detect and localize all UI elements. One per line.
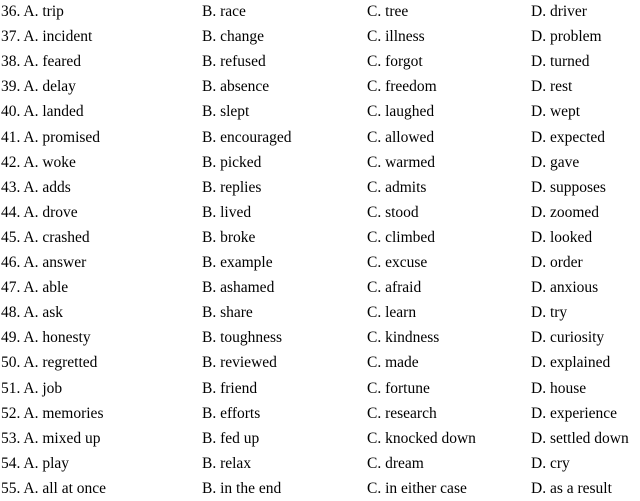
option-a-text: A. mixed up: [23, 429, 101, 447]
question-number: 41.: [1, 128, 21, 146]
option-c: C. kindness: [367, 329, 440, 347]
option-d: D. wept: [531, 103, 581, 121]
option-c: C. laughed: [367, 103, 435, 121]
option-a-text: A. crashed: [23, 228, 90, 246]
option-a: [1, 225, 90, 250]
option-b: B. lived: [202, 203, 252, 221]
question-number: 37.: [1, 28, 21, 46]
question-row: [0, 225, 640, 250]
option-d: D. explained: [531, 354, 611, 372]
option-d: D. expected: [531, 128, 606, 146]
option-d: D. try: [531, 304, 568, 322]
question-row: [0, 200, 640, 225]
option-c: C. tree: [367, 3, 409, 20]
option-a: [1, 125, 100, 150]
option-c: C. stood: [367, 203, 419, 221]
option-b: B. share: [202, 304, 253, 322]
option-a: [1, 451, 69, 476]
option-d: D. anxious: [531, 279, 599, 297]
option-a: [1, 401, 103, 426]
question-row: [0, 376, 640, 401]
option-b: B. change: [202, 28, 264, 46]
option-b: B. in the end: [202, 479, 282, 497]
option-a: [1, 476, 106, 501]
option-a: [1, 0, 64, 24]
option-a-text: A. able: [23, 279, 69, 297]
question-row: [0, 99, 640, 124]
question-number: 46.: [1, 254, 21, 271]
option-b: B. example: [202, 254, 273, 271]
option-c: C. forgot: [367, 53, 423, 71]
question-row: [0, 300, 640, 325]
option-c: C. excuse: [367, 254, 428, 271]
question-number: 51.: [1, 379, 21, 397]
option-b: B. encouraged: [202, 128, 292, 146]
question-number: 49.: [1, 329, 21, 347]
option-c: C. climbed: [367, 228, 436, 246]
option-d: D. cry: [531, 454, 570, 472]
question-row: [0, 74, 640, 99]
option-c: C. warmed: [367, 153, 436, 171]
option-b: B. efforts: [202, 404, 261, 422]
option-a-text: A. memories: [23, 404, 104, 422]
option-b: B. friend: [202, 379, 258, 397]
option-d: D. problem: [531, 28, 602, 46]
option-b: B. refused: [202, 53, 266, 71]
option-c: C. made: [367, 354, 419, 372]
option-d: D. driver: [531, 3, 587, 20]
question-row: [0, 150, 640, 175]
question-row: [0, 49, 640, 74]
question-number: 36.: [1, 3, 21, 20]
question-number: 50.: [1, 354, 21, 372]
option-a-text: A. woke: [23, 153, 76, 171]
option-a: [1, 300, 63, 325]
question-number: 45.: [1, 228, 21, 246]
option-a: [1, 200, 78, 225]
option-b: B. broke: [202, 228, 256, 246]
option-a-text: A. incident: [23, 28, 93, 46]
question-number: 39.: [1, 78, 21, 96]
option-c: C. afraid: [367, 279, 422, 297]
question-row: [0, 325, 640, 350]
option-a: [1, 24, 92, 49]
option-c: C. admits: [367, 178, 427, 196]
option-c: C. dream: [367, 454, 424, 472]
option-c: C. illness: [367, 28, 425, 46]
option-a: [1, 175, 71, 200]
question-number: 52.: [1, 404, 21, 422]
question-row: [0, 426, 640, 451]
option-a: [1, 99, 84, 124]
option-a: [1, 49, 81, 74]
option-a-text: A. adds: [23, 178, 71, 196]
option-d: D. order: [531, 254, 583, 271]
question-row: [0, 350, 640, 375]
question-row: [0, 24, 640, 49]
option-a: [1, 275, 68, 300]
question-number: 40.: [1, 103, 21, 121]
question-row: [0, 125, 640, 150]
option-b: B. race: [202, 3, 246, 20]
option-b: B. toughness: [202, 329, 283, 347]
option-a-text: A. landed: [23, 103, 84, 121]
option-d: D. looked: [531, 228, 593, 246]
option-c: C. fortune: [367, 379, 430, 397]
option-d: D. supposes: [531, 178, 606, 196]
option-c: C. allowed: [367, 128, 435, 146]
option-c: C. freedom: [367, 78, 437, 96]
question-row: [0, 401, 640, 426]
question-number: 53.: [1, 429, 21, 447]
option-b: B. ashamed: [202, 279, 275, 297]
option-b: B. relax: [202, 454, 252, 472]
option-a-text: A. promised: [23, 128, 101, 146]
option-a-text: A. drove: [23, 203, 78, 221]
option-d: D. as a result: [531, 479, 612, 497]
question-row: [0, 476, 640, 501]
option-a-text: A. regretted: [23, 354, 98, 372]
question-number: 55.: [1, 479, 21, 497]
option-a: [1, 350, 97, 375]
option-b: B. reviewed: [202, 354, 277, 372]
option-a: [1, 426, 100, 451]
question-number: 38.: [1, 53, 21, 71]
option-a: [1, 376, 62, 401]
option-c: C. in either case: [367, 479, 467, 497]
option-b: B. absence: [202, 78, 270, 96]
option-c: C. learn: [367, 304, 417, 322]
option-a-text: A. ask: [23, 304, 64, 322]
option-d: D. experience: [531, 404, 618, 422]
option-c: C. knocked down: [367, 429, 476, 447]
option-d: D. zoomed: [531, 203, 600, 221]
option-b: B. picked: [202, 153, 262, 171]
question-number: 43.: [1, 178, 21, 196]
option-c: C. research: [367, 404, 437, 422]
question-row: [0, 275, 640, 300]
question-row: [0, 0, 640, 24]
option-d: D. settled down: [531, 429, 629, 447]
option-a-text: A. job: [23, 379, 63, 397]
option-a: [1, 250, 86, 275]
option-a-text: A. delay: [23, 78, 76, 96]
option-a: [1, 150, 76, 175]
option-a-text: A. trip: [23, 3, 64, 20]
question-row: [0, 250, 640, 275]
option-a: [1, 74, 76, 99]
option-a-text: A. answer: [23, 254, 87, 271]
option-d: D. gave: [531, 153, 580, 171]
question-row: [0, 175, 640, 200]
option-a-text: A. feared: [23, 53, 82, 71]
question-number: 44.: [1, 203, 21, 221]
question-number: 48.: [1, 304, 21, 322]
option-a-text: A. honesty: [23, 329, 91, 347]
question-number: 42.: [1, 153, 21, 171]
option-a-text: A. all at once: [23, 479, 107, 497]
option-b: B. replies: [202, 178, 262, 196]
option-a-text: A. play: [23, 454, 70, 472]
question-row: [0, 451, 640, 476]
question-number: 47.: [1, 279, 21, 297]
question-number: 54.: [1, 454, 21, 472]
option-d: D. turned: [531, 53, 590, 71]
option-b: B. fed up: [202, 429, 260, 447]
option-d: D. house: [531, 379, 587, 397]
option-d: D. rest: [531, 78, 573, 96]
option-a: [1, 325, 91, 350]
option-b: B. slept: [202, 103, 250, 121]
option-d: D. curiosity: [531, 329, 605, 347]
